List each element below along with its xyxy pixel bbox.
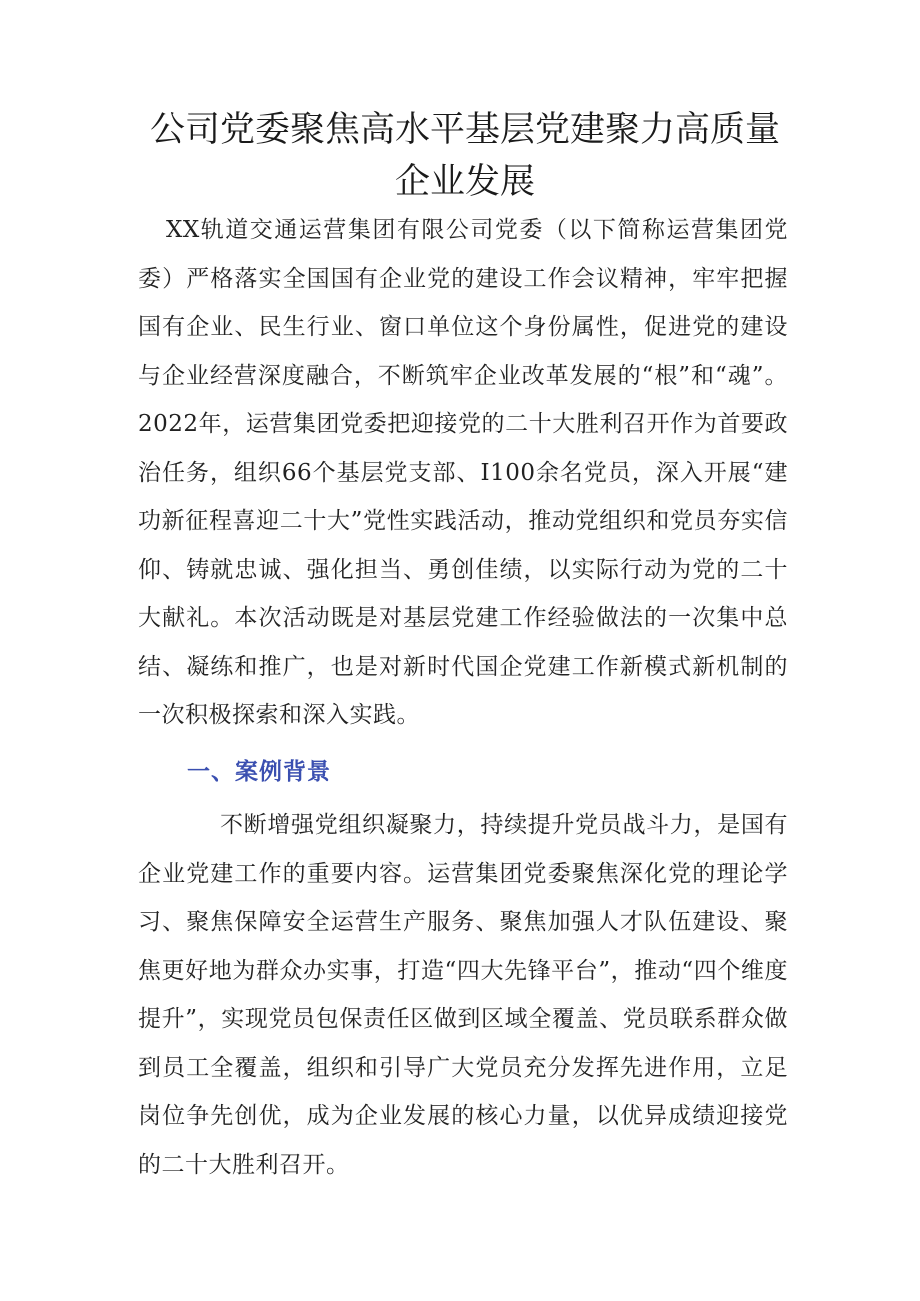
section-heading-background: 一、案例背景 bbox=[187, 758, 331, 785]
section-paragraph: 不断增强党组织凝聚力，持续提升党员战斗力，是国有企业党建工作的重要内容。运营集团党委聚焦深化党的理论学习、聚焦保障安全运营生产服务、聚焦加强人才队伍建设、聚焦更好地为群众办实事，打造“四大先锋平台”，推动“四个维度提升”，实现党员包保责任区做到区域全覆盖、党员联系群众做到员工全覆盖，组织和引导广大党员充分发挥先进作用，立足岗位争先创优，成为企业发展的核心力量，以优异成绩迎接党的二十大胜利召开。 bbox=[138, 812, 788, 1178]
intro-paragraph: XX轨道交通运营集团有限公司党委（以下简称运营集团党委）严格落实全国国有企业党的建设工作会议精神，牢牢把握国有企业、民生行业、窗口单位这个身份属性，促进党的建设与企业经营深度融合，不断筑牢企业改革发展的“根”和“魂”。2022年，运营集团党委把迎接党的二十大胜利召开作为首要政治任务，组织66个基层党支部、I100余名党员，深入开展“建功新征程喜迎二十大”党性实践活动，推动党组织和党员夯实信仰、铸就忠诚、强化担当、勇创佳绩，以实际行动为党的二十大献礼。本次活动既是对基层党建工作经验做法的一次集中总结、凝练和推广，也是对新时代国企党建工作新模式新机制的一次积极探索和深入实践。 bbox=[138, 217, 788, 728]
document-title: 公司党委聚焦高水平基层党建聚力高质量企业发展 bbox=[149, 110, 780, 202]
